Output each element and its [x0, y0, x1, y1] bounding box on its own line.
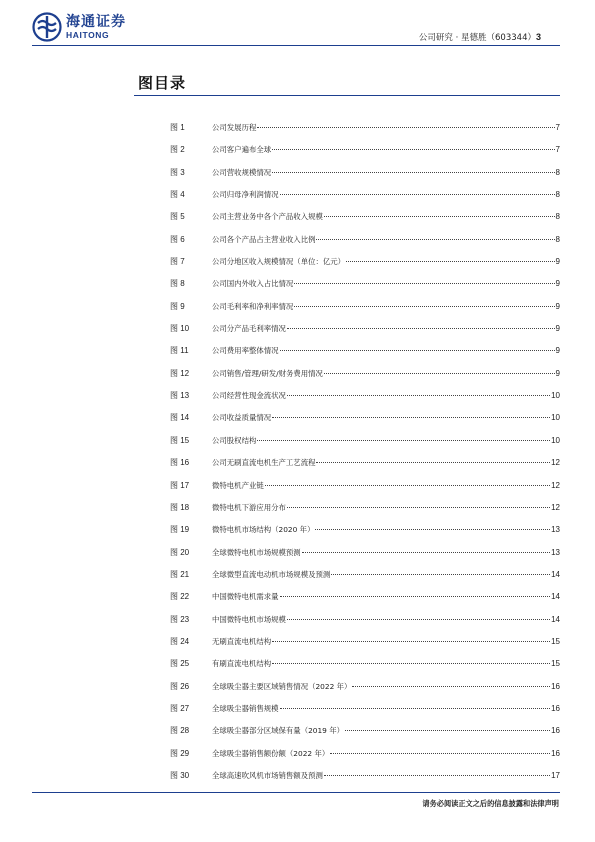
- toc-entry[interactable]: [170, 591, 560, 613]
- toc-page-number: 7: [555, 123, 560, 132]
- toc-dot-leader: [280, 596, 551, 597]
- toc-figure-number: 图 6: [170, 234, 185, 244]
- toc-figure-title: 公司发展历程: [212, 123, 257, 132]
- toc-dot-leader: [272, 172, 554, 173]
- toc-figure-number: 图 12: [170, 368, 190, 378]
- toc-page-number: 13: [551, 525, 560, 535]
- report-info: [419, 31, 541, 43]
- toc-entry[interactable]: [170, 345, 560, 367]
- toc-figure-title: 公司毛利率和净利率情况: [212, 301, 294, 311]
- toc-figure-title: 公司经营性现金流状况: [212, 391, 286, 401]
- toc-figure-number: 图 17: [170, 480, 190, 490]
- toc-figure-title: 全球吸尘器销售规模: [212, 703, 279, 713]
- toc-entry[interactable]: [170, 167, 560, 189]
- logo-english-name: HAITONG: [66, 30, 110, 40]
- toc-dot-leader: [331, 574, 550, 575]
- footer-disclaimer: 请务必阅读正文之后的信息披露和法律声明: [422, 799, 559, 808]
- toc-dot-leader: [316, 239, 554, 240]
- toc-page-number: 10: [551, 413, 560, 423]
- toc-figure-number: 图 16: [170, 458, 190, 468]
- toc-figure-title: 公司分地区收入规模情况（单位：亿元）: [212, 257, 346, 267]
- toc-entry[interactable]: [170, 547, 560, 569]
- toc-page-number: 9: [555, 301, 560, 311]
- toc-dot-leader: [280, 708, 551, 709]
- toc-figure-title: 全球吸尘器主要区域销售情况（2022 年）: [212, 681, 352, 691]
- toc-figure-number: 图 30: [170, 770, 190, 780]
- toc-entry[interactable]: [170, 301, 560, 323]
- toc-page-number: 8: [555, 212, 560, 222]
- toc-figure-title: 全球吸尘器销售额份额（2022 年）: [212, 748, 330, 758]
- toc-figure-number: 图 8: [170, 279, 185, 289]
- toc-page-number: 7: [555, 145, 560, 155]
- toc-figure-title: 公司分产品毛利率情况: [212, 324, 286, 334]
- toc-entry[interactable]: [170, 502, 560, 524]
- figure-list: [170, 122, 560, 792]
- toc-figure-number: 图 14: [170, 413, 190, 423]
- toc-dot-leader: [272, 663, 550, 664]
- toc-figure-number: 图 9: [170, 301, 185, 311]
- toc-figure-title: 公司主营业务中各个产品收入规模: [212, 212, 323, 222]
- page-header: [0, 0, 595, 56]
- toc-figure-title: 全球高速吹风机市场销售额及预测: [212, 770, 323, 780]
- toc-page-number: 15: [551, 659, 560, 669]
- toc-dot-leader: [330, 753, 550, 754]
- toc-dot-leader: [352, 686, 550, 687]
- toc-dot-leader: [287, 507, 550, 508]
- haitong-logo: [32, 12, 126, 42]
- toc-page-number: 15: [551, 636, 560, 646]
- toc-dot-leader: [280, 350, 555, 351]
- toc-page-number: 10: [551, 435, 560, 445]
- toc-dot-leader: [294, 306, 554, 307]
- report-company-info: 公司研究 · 星德胜（603344）: [418, 33, 536, 43]
- toc-figure-title: 全球微特电机市场规模预测: [212, 547, 301, 557]
- toc-dot-leader: [302, 552, 550, 553]
- toc-page-number: 9: [555, 346, 560, 356]
- toc-figure-title: 微特电机下游应用分布: [212, 502, 286, 512]
- toc-figure-number: 图 11: [170, 346, 189, 356]
- toc-page-number: 12: [551, 502, 560, 512]
- toc-page-number: 9: [555, 324, 560, 334]
- toc-figure-title: 公司销售/管理/研发/财务费用情况: [212, 368, 323, 378]
- toc-entry[interactable]: [170, 234, 560, 256]
- toc-dot-leader: [346, 261, 555, 262]
- toc-figure-number: 图 25: [170, 659, 190, 669]
- toc-dot-leader: [324, 216, 555, 217]
- toc-figure-number: 图 2: [170, 145, 185, 155]
- toc-figure-number: 图 29: [170, 748, 190, 758]
- toc-figure-title: 公司营收规模情况: [212, 167, 272, 177]
- toc-figure-number: 图 1: [170, 123, 185, 132]
- toc-entry[interactable]: [170, 189, 560, 211]
- toc-figure-number: 图 22: [170, 592, 190, 602]
- toc-entry[interactable]: [170, 122, 560, 144]
- toc-figure-number: 图 5: [170, 212, 185, 222]
- toc-figure-title: 微特电机市场结构（2020 年）: [212, 525, 315, 535]
- toc-page-number: 17: [551, 770, 560, 780]
- toc-figure-title: 公司费用率整体情况: [212, 346, 279, 356]
- title-underline: [134, 95, 560, 96]
- toc-entry[interactable]: [170, 144, 560, 166]
- haitong-logo-icon: [32, 12, 62, 42]
- toc-entry[interactable]: [170, 658, 560, 680]
- toc-figure-title: 中国微特电机市场规模: [212, 614, 286, 624]
- toc-figure-number: 图 28: [170, 726, 190, 736]
- toc-entry[interactable]: [170, 390, 560, 412]
- toc-figure-title: 无刷直流电机结构: [212, 636, 272, 646]
- toc-entry[interactable]: [170, 435, 560, 457]
- toc-entry[interactable]: [170, 480, 560, 502]
- toc-figure-title: 公司无刷直流电机生产工艺流程: [212, 458, 316, 468]
- toc-figure-title: 公司股权结构: [212, 435, 257, 445]
- toc-figure-number: 图 20: [170, 547, 190, 557]
- toc-dot-leader: [294, 283, 554, 284]
- toc-dot-leader: [287, 395, 550, 396]
- toc-page-number: 16: [551, 748, 560, 758]
- toc-entry[interactable]: [170, 703, 560, 725]
- toc-dot-leader: [345, 730, 550, 731]
- toc-figure-number: 图 23: [170, 614, 190, 624]
- toc-entry[interactable]: [170, 412, 560, 434]
- toc-page-number: 9: [555, 279, 560, 289]
- toc-figure-number: 图 19: [170, 525, 190, 535]
- toc-page-number: 9: [555, 368, 560, 378]
- toc-dot-leader: [272, 149, 554, 150]
- toc-entry[interactable]: [170, 770, 560, 792]
- toc-figure-title: 全球吸尘器部分区域保有量（2019 年）: [212, 726, 345, 736]
- toc-page-number: 8: [555, 167, 560, 177]
- toc-dot-leader: [287, 619, 550, 620]
- toc-entry[interactable]: [170, 457, 560, 479]
- toc-figure-number: 图 13: [170, 391, 190, 401]
- toc-figure-title: 微特电机产业链: [212, 480, 264, 490]
- toc-entry[interactable]: [170, 569, 560, 591]
- toc-page-number: 14: [551, 569, 560, 579]
- toc-figure-number: 图 24: [170, 636, 190, 646]
- toc-figure-title: 有刷直流电机结构: [212, 659, 272, 669]
- toc-dot-leader: [287, 328, 555, 329]
- toc-dot-leader: [272, 417, 550, 418]
- footer-divider: [32, 792, 560, 793]
- toc-figure-title: 公司客户遍布全球: [212, 145, 272, 155]
- toc-figure-title: 公司归母净利润情况: [212, 190, 279, 200]
- toc-entry[interactable]: [170, 524, 560, 546]
- toc-entry[interactable]: [170, 725, 560, 747]
- toc-figure-title: 全球微型直流电动机市场规模及预测: [212, 569, 331, 579]
- toc-figure-number: 图 18: [170, 502, 190, 512]
- toc-dot-leader: [324, 775, 550, 776]
- toc-figure-number: 图 3: [170, 167, 185, 177]
- toc-page-number: 12: [551, 480, 560, 490]
- toc-figure-number: 图 15: [170, 435, 190, 445]
- toc-page-number: 10: [551, 391, 560, 401]
- toc-dot-leader: [315, 529, 550, 530]
- toc-figure-title: 中国微特电机需求量: [212, 592, 279, 602]
- toc-page-number: 9: [555, 257, 560, 267]
- toc-page-number: 14: [551, 614, 560, 624]
- toc-dot-leader: [257, 127, 554, 128]
- header-divider: [32, 45, 560, 46]
- toc-page-number: 13: [551, 547, 560, 557]
- toc-entry[interactable]: [170, 323, 560, 345]
- toc-figure-title: 公司国内外收入占比情况: [212, 279, 294, 289]
- toc-entry[interactable]: [170, 278, 560, 300]
- toc-page-number: 16: [551, 703, 560, 713]
- toc-entry[interactable]: [170, 681, 560, 703]
- toc-dot-leader: [316, 462, 550, 463]
- toc-entry[interactable]: [170, 211, 560, 233]
- toc-figure-title: 公司各个产品占主营业收入比例: [212, 234, 316, 244]
- toc-page-number: 16: [551, 726, 560, 736]
- toc-dot-leader: [257, 440, 550, 441]
- toc-entry[interactable]: [170, 748, 560, 770]
- toc-figure-number: 图 21: [170, 569, 190, 579]
- toc-dot-leader: [280, 194, 555, 195]
- toc-entry[interactable]: [170, 636, 560, 658]
- toc-page-number: 12: [551, 458, 560, 468]
- toc-figure-number: 图 10: [170, 324, 190, 334]
- toc-entry[interactable]: [170, 368, 560, 390]
- page-title: 图目录: [138, 74, 187, 92]
- toc-dot-leader: [324, 373, 555, 374]
- toc-figure-number: 图 4: [170, 190, 185, 200]
- toc-figure-title: 公司收益质量情况: [212, 413, 272, 423]
- toc-entry[interactable]: [170, 614, 560, 636]
- toc-figure-number: 图 26: [170, 681, 190, 691]
- page-number: 3: [535, 32, 541, 42]
- toc-page-number: 8: [555, 234, 560, 244]
- toc-page-number: 14: [551, 592, 560, 602]
- toc-figure-number: 图 7: [170, 257, 185, 267]
- toc-dot-leader: [265, 485, 550, 486]
- logo-chinese-name: 海通证券: [66, 14, 126, 30]
- toc-dot-leader: [272, 641, 550, 642]
- toc-entry[interactable]: [170, 256, 560, 278]
- toc-page-number: 8: [555, 190, 560, 200]
- toc-figure-number: 图 27: [170, 703, 190, 713]
- toc-page-number: 16: [551, 681, 560, 691]
